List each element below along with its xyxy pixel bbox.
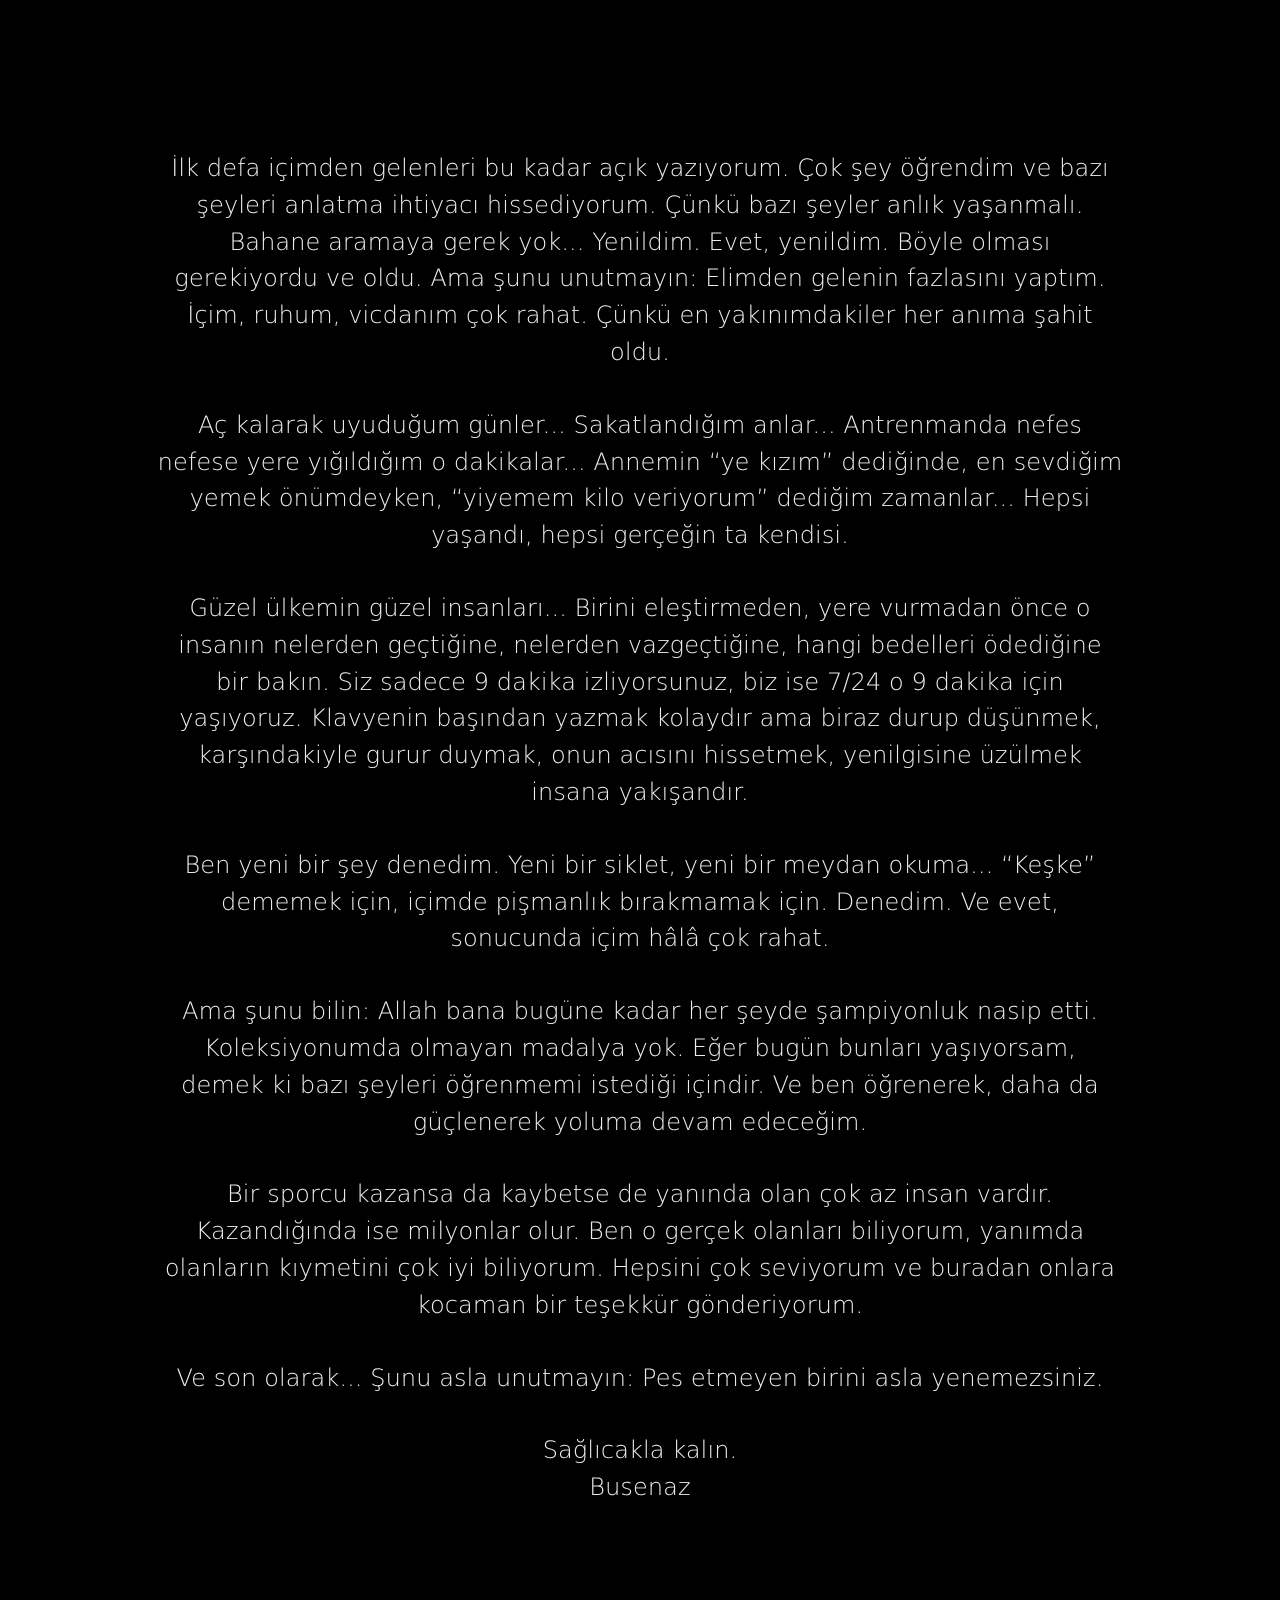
text-line: Ben yeni bir şey denedim. Yeni bir siklet, yeni bir meydan okuma... “Keşke” <box>184 850 1096 879</box>
text-line: olanların kıymetini çok iyi biliyorum. Hepsini çok seviyorum ve buradan onlara <box>164 1253 1116 1282</box>
text-line: kocaman bir teşekkür gönderiyorum. <box>416 1290 864 1319</box>
paragraph-7 <box>118 1360 1162 1397</box>
text-line: demek ki bazı şeyleri öğrenmemi istediği içindir. Ve ben öğrenerek, daha da <box>181 1070 1099 1099</box>
signature: Busenaz <box>589 1473 691 1502</box>
text-line: gerekiyordu ve oldu. Ama şunu unutmayın: Elimden gelenin fazlasını yaptım. <box>174 264 1106 293</box>
text-line: yaşandı, hepsi gerçeğin ta kendisi. <box>431 521 849 550</box>
signoff: Sağlıcakla kalın. <box>542 1436 738 1465</box>
text-line: güçlenerek yoluma devam edeceğim. <box>412 1107 868 1136</box>
paragraph-1 <box>118 150 1162 371</box>
text-line: insanın nelerden geçtiğine, nelerden vazgeçtiğine, hangi bedelleri ödediğine <box>178 630 1102 659</box>
letter <box>118 150 1162 1506</box>
text-line: Koleksiyonumda olmayan madalya yok. Eğer bugün bunları yaşıyorsam, <box>203 1033 1077 1062</box>
text-line: sonucunda içim hâlâ çok rahat. <box>450 924 830 953</box>
text-line: insana yakışandır. <box>531 777 749 806</box>
text-line: Bir sporcu kazansa da kaybetse de yanında olan çok az insan vardır. <box>226 1180 1054 1209</box>
text-line: oldu. <box>610 337 670 366</box>
text-line: Ve son olarak... Şunu asla unutmayın: Pes etmeyen birini asla yenemezsiniz. <box>176 1363 1104 1392</box>
text-line: nefese yere yığıldığım o dakikalar... Annemin “ye kızım” dediğinde, en sevdiğim <box>157 447 1123 476</box>
paragraph-5 <box>118 993 1162 1140</box>
text-line: şeyleri anlatma ihtiyacı hissediyorum. Çünkü bazı şeyler anlık yaşanmalı. <box>196 190 1084 219</box>
text-line: Güzel ülkemin güzel insanları... Birini eleştirmeden, yere vurmadan önce o <box>189 593 1091 622</box>
text-line: karşındakiyle gurur duymak, onun acısını hissetmek, yenilgisine üzülmek <box>197 741 1083 770</box>
text-line: yaşıyoruz. Klavyenin başından yazmak kolaydır ama biraz durup düşünmek, <box>179 704 1101 733</box>
paragraph-2 <box>118 407 1162 554</box>
text-line: İçim, ruhum, vicdanım çok rahat. Çünkü en yakınımdakiler her anıma şahit <box>187 301 1093 330</box>
text-line: yemek önümdeyken, “yiyemem kilo veriyorum” dediğim zamanlar... Hepsi <box>189 484 1091 513</box>
signoff-block <box>118 1432 1162 1506</box>
text-line: İlk defa içimden gelenleri bu kadar açık yazıyorum. Çok şey öğrendim ve bazı <box>171 154 1109 182</box>
text-line: dememek için, içimde pişmanlık bırakmamak için. Denedim. Ve evet, <box>221 887 1059 916</box>
paragraph-4 <box>118 847 1162 957</box>
paragraph-3 <box>118 590 1162 811</box>
text-line: bir bakın. Siz sadece 9 dakika izliyorsunuz, biz ise 7/24 o 9 dakika için <box>216 667 1064 696</box>
text-line: Ama şunu bilin: Allah bana bugüne kadar her şeyde şampiyonluk nasip etti. <box>182 997 1098 1026</box>
text-line: Kazandığında ise milyonlar olur. Ben o gerçek olanları biliyorum, yanımda <box>195 1217 1085 1246</box>
paragraph-6 <box>118 1176 1162 1323</box>
text-line: Bahane aramaya gerek yok... Yenildim. Evet, yenildim. Böyle olması <box>229 227 1051 256</box>
text-line: Aç kalarak uyuduğum günler... Sakatlandığım anlar... Antrenmanda nefes <box>197 410 1083 439</box>
